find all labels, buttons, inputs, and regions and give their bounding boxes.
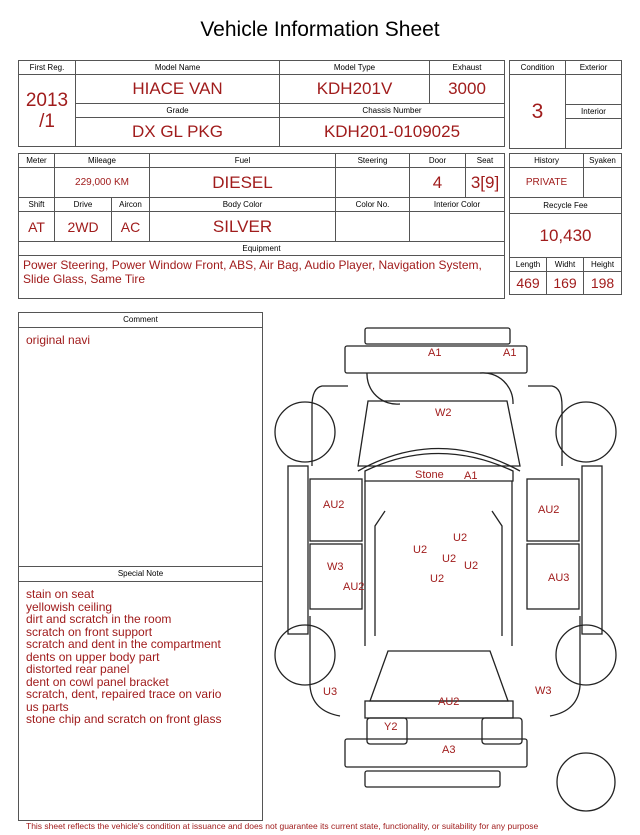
rear-gate-right [482,718,522,744]
special-note-item: dents on upper body part [26,649,160,664]
steering-value [336,168,410,198]
strip-right [582,466,602,634]
chassis-label: Chassis Number [280,104,505,118]
damage-mark: W2 [435,407,452,419]
color-no-label: Color No. [336,198,410,212]
damage-mark: AU2 [538,504,560,516]
grade-value: DX GL PKG [76,118,280,147]
damage-mark: U2 [453,532,468,544]
seat-value: 3[9] [466,168,505,198]
damage-mark: A1 [464,470,478,482]
interior-value [566,119,622,149]
recycle-fee-value: 10,430 [510,214,622,258]
length-label: Length [510,258,547,272]
model-name-value: HIACE VAN [76,75,280,104]
damage-mark: U2 [442,553,457,565]
length-value: 469 [510,272,547,295]
interior-label: Interior [566,105,622,119]
wheel-front-right [556,402,616,462]
special-note-item: us parts [26,699,69,714]
door-value: 4 [410,168,466,198]
damage-mark: AU2 [438,696,460,708]
damage-mark: AU3 [548,572,570,584]
special-note-label: Special Note [19,567,262,582]
damage-mark: U2 [430,573,445,585]
model-type-label: Model Type [280,61,430,75]
front-left-arch [367,373,400,404]
meter-label: Meter [19,154,55,168]
rear-step [365,771,500,787]
front-bumper [365,328,510,344]
special-note-item: dirt and scratch in the room [26,612,172,626]
comment-text: original navi [26,333,91,347]
comment-label: Comment [19,313,262,328]
spare-wheel [557,753,615,811]
disclaimer-footer: This sheet reflects the vehicle's condition at issuance and does not guarantee its current state, functionality, or suitability for any purpose [26,821,539,831]
special-note-item: stone chip and scratch on front glass [26,712,222,726]
front-right-arch [480,373,513,404]
aircon-label: Aircon [112,198,150,212]
shift-label: Shift [19,198,55,212]
damage-mark: U2 [413,544,428,556]
damage-mark: U3 [323,686,338,698]
damage-mark: W3 [535,685,552,697]
aircon-value: AC [112,212,150,242]
history-table [509,153,622,295]
width-value: 169 [547,272,584,295]
syaken-value [584,168,622,198]
exhaust-label: Exhaust [430,61,505,75]
interior-color-value [410,212,505,242]
model-name-label: Model Name [76,61,280,75]
damage-mark: AU2 [323,499,345,511]
first-reg-month: /1 [39,110,55,132]
strip-left [288,466,308,634]
special-note-item: distorted rear panel [26,662,130,676]
shift-value: AT [19,212,55,242]
history-label: History [510,154,584,168]
body-color-label: Body Color [150,198,336,212]
damage-mark: A1 [503,347,517,359]
damage-mark: A1 [428,347,442,359]
damage-mark: Y2 [384,721,398,733]
drive-label: Drive [55,198,112,212]
equipment-value: Power Steering, Power Window Front, ABS, Air Bag, Audio Player, Navigation System, Slide Glass, Same Tire [19,256,505,299]
fuel-label: Fuel [150,154,336,168]
damage-mark: AU2 [343,581,365,593]
mileage-value: 229,000 KM [55,168,150,198]
page-title: Vehicle Information Sheet [200,18,440,41]
syaken-label: Syaken [584,154,622,168]
exhaust-value: 3000 [430,75,505,104]
width-label: Widht [547,258,584,272]
wheel-front-left [275,402,335,462]
special-note-box [18,566,263,821]
roof-left [365,481,512,646]
meter-value [19,168,55,198]
special-note-item: scratch on front support [26,624,153,639]
color-no-value [336,212,410,242]
height-value: 198 [584,272,622,295]
fuel-value: DIESEL [150,168,336,198]
damage-mark: A3 [442,744,456,756]
mileage-label: Mileage [55,154,150,168]
door-label: Door [410,154,466,168]
condition-value: 3 [510,75,566,149]
grade-label: Grade [76,104,280,118]
condition-label: Condition [510,61,566,75]
special-note-item: yellowish ceiling [26,599,113,614]
seat-label: Seat [466,154,505,168]
special-note-item: scratch, dent, repaired trace on vario [26,687,222,701]
rear-window [370,651,508,701]
drive-value: 2WD [55,212,112,242]
front-left-panel [312,386,348,466]
history-value: PRIVATE [510,168,584,198]
chassis-value: KDH201-0109025 [280,118,505,147]
exterior-value [566,75,622,105]
registration-table [18,60,505,147]
exterior-label: Exterior [566,61,622,75]
damage-marks [323,347,569,756]
specs-table [18,153,505,299]
recycle-fee-label: Recycle Fee [510,198,622,214]
special-note-item: dent on cowl panel bracket [26,674,169,689]
equipment-label: Equipment [19,242,505,256]
rear-bumper [345,739,527,767]
vehicle-damage-diagram [270,316,620,821]
comment-box [18,312,263,567]
height-label: Height [584,258,622,272]
damage-mark: W3 [327,561,344,573]
condition-table [509,60,622,149]
special-note-list [19,582,262,726]
first-reg-value [19,75,76,147]
rear-panel-left [310,616,340,716]
steering-label: Steering [336,154,410,168]
rear-panel-right [550,616,580,716]
body-color-value: SILVER [150,212,336,242]
side-left-mid [310,544,365,609]
first-reg-year: 2013 [25,89,69,111]
special-note-item: stain on seat [26,587,95,601]
damage-mark: U2 [464,560,479,572]
special-note-item: scratch and dent in the compartment [26,637,221,651]
model-type-value: KDH201V [280,75,430,104]
roof-outline [358,449,520,472]
first-reg-label: First Reg. [19,61,76,75]
interior-color-label: Interior Color [410,198,505,212]
damage-mark: Stone [415,469,444,481]
